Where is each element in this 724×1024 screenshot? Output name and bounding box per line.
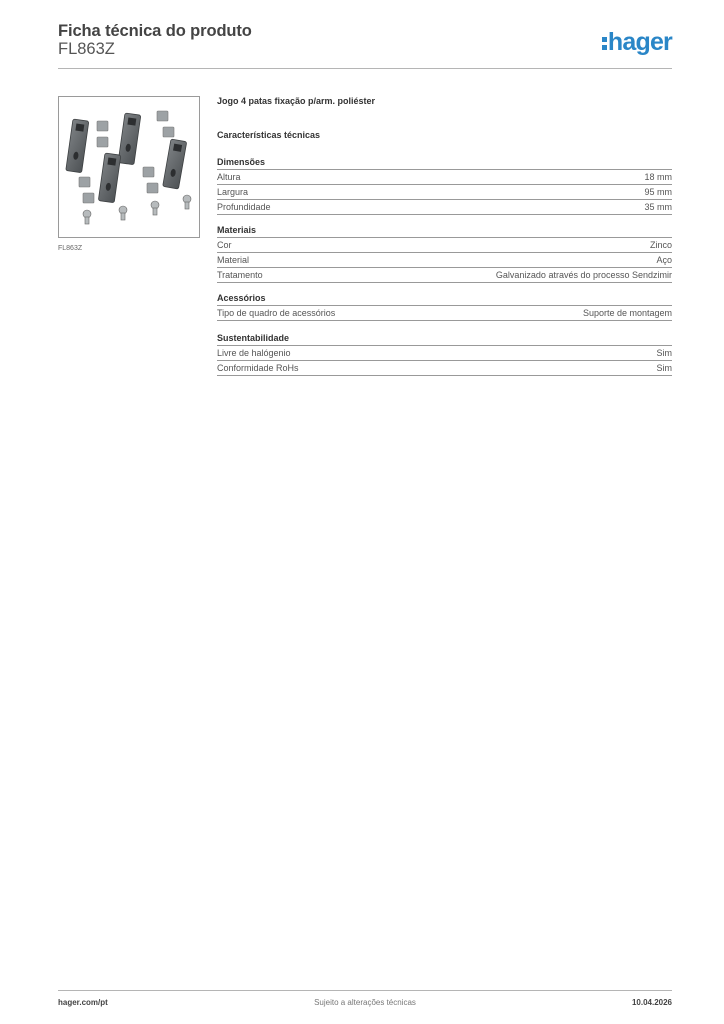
product-code: FL863Z [58, 40, 115, 58]
bracket-4 [163, 139, 187, 189]
section-title: Materiais [217, 224, 672, 238]
row-value: 18 mm [644, 172, 672, 182]
section-sustainability [217, 332, 672, 376]
table-row [217, 170, 672, 185]
row-label: Tipo de quadro de acessórios [217, 308, 336, 318]
bracket-1 [66, 119, 89, 173]
technical-heading: Características técnicas [217, 130, 321, 140]
row-value: Sim [656, 363, 672, 373]
row-value: 95 mm [644, 187, 672, 197]
hager-logo [602, 28, 672, 56]
table-row [217, 361, 672, 376]
logo-dots-icon [602, 34, 607, 50]
page-header [58, 20, 672, 70]
row-label: Altura [217, 172, 241, 182]
row-label: Profundidade [217, 202, 271, 212]
row-label: Material [217, 255, 250, 265]
row-value: Aço [656, 255, 672, 265]
logo-text: hager [607, 28, 672, 56]
row-value: Galvanizado através do processo Sendzimir [495, 270, 672, 280]
mounting-feet-kit-icon [59, 97, 199, 237]
section-title: Dimensões [217, 156, 672, 170]
row-value: 35 mm [644, 202, 672, 212]
footer-website-link[interactable]: hager.com/pt [58, 998, 108, 1007]
row-label: Tratamento [217, 270, 263, 280]
row-value: Suporte de montagem [582, 308, 672, 318]
bracket-3 [98, 153, 121, 203]
table-row [217, 306, 672, 321]
row-label: Cor [217, 240, 232, 250]
footer-divider [58, 990, 672, 991]
table-row [217, 200, 672, 215]
row-label: Conformidade RoHs [217, 363, 299, 373]
row-label: Livre de halógenio [217, 348, 291, 358]
section-title: Sustentabilidade [217, 332, 672, 346]
product-image [58, 96, 200, 238]
section-materials [217, 224, 672, 283]
row-label: Largura [217, 187, 249, 197]
table-row [217, 253, 672, 268]
footer-notice: Sujeito a alterações técnicas [314, 998, 416, 1007]
product-name: Jogo 4 patas fixação p/arm. poliéster [217, 96, 376, 106]
bracket-2 [118, 113, 141, 165]
image-caption: FL863Z [58, 245, 83, 252]
header-divider [58, 68, 672, 69]
row-value: Sim [656, 348, 672, 358]
footer-date: 10.04.2026 [631, 998, 672, 1007]
table-row [217, 185, 672, 200]
section-dimensions [217, 156, 672, 215]
section-title: Acessórios [217, 292, 672, 306]
table-row [217, 268, 672, 283]
section-accessories [217, 292, 672, 321]
page-footer [58, 998, 672, 1010]
table-row [217, 238, 672, 253]
table-row [217, 346, 672, 361]
row-value: Zinco [649, 240, 672, 250]
document-title: Ficha técnica do produto [58, 22, 252, 40]
